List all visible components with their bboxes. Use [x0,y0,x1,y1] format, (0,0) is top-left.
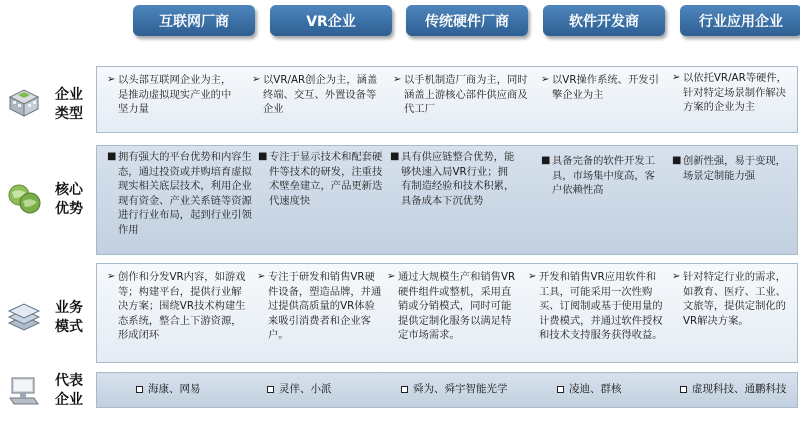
row-label-text: 代表 企业 [55,373,83,408]
cell-text: 海康、网易 [148,383,201,395]
cell-business-software [528,270,664,343]
square-bullet-icon: ■ [258,151,268,162]
row-label-text: 核心 优势 [55,182,83,217]
arrow-bullet-icon: ➢ [107,74,116,85]
globe-icon [6,180,42,216]
arrow-bullet-icon: ➢ [387,271,396,282]
cell-advantage-industry [672,154,792,183]
row-label-business [44,299,94,337]
cell-text: 创作和分发VR内容，如游戏等；构建平台，提供行业解决方案；围绕VR技术构建生态系统，整合上下游资源，形成闭环 [118,271,246,342]
cell-text: 具备完备的软件开发工具，市场集中度高，客户依赖性高 [552,155,655,197]
layers-icon [6,298,42,334]
cell-rep-internet [136,380,201,398]
cell-text: 以VR/AR创企为主，涵盖终端、交互、外置设备等企业 [263,74,378,116]
arrow-bullet-icon: ➢ [528,271,537,282]
checkbox-bullet-icon [267,386,274,393]
row-label-type [44,86,94,124]
arrow-bullet-icon: ➢ [672,72,681,83]
checkbox-bullet-icon [136,386,143,393]
cell-text: 灵伴、小派 [279,383,332,395]
checkbox-bullet-icon [680,386,687,393]
square-bullet-icon: ■ [107,151,117,162]
header-hardware: 传统硬件厂商 [406,5,528,36]
cell-text: 凌迪、群核 [569,383,622,395]
cell-business-vr [257,270,384,343]
building-icon [6,83,42,119]
arrow-bullet-icon: ➢ [107,271,116,282]
cell-text: 以依托VR/AR等硬件，针对特定场景制作解决方案的企业为主 [683,72,787,114]
cell-text: 创新性强，易于变现，场景定制能力强 [683,155,786,182]
cell-type-hardware [393,73,530,117]
square-bullet-icon: ■ [390,151,400,162]
cell-text: 拥有强大的平台优势和内容生态，通过投资或并购培育虚拟现实相关底层技术，利用企业现有资金、产业关系链等资源进行行业布局，起到行业引领作用 [118,151,252,236]
square-bullet-icon: ■ [672,155,682,166]
cell-advantage-software [541,154,661,198]
cell-business-hardware [387,270,517,343]
cell-advantage-vr [258,150,384,208]
row-label-text: 企业 类型 [55,87,83,122]
cell-text: 舜为、舜宇智能光学 [413,383,508,395]
arrow-bullet-icon: ➢ [252,74,261,85]
cell-text: 虚现科技、通鹏科技 [692,383,787,395]
cell-text: 以VR操作系统、开发引擎企业为主 [552,74,659,101]
row-label-text: 业务 模式 [55,300,83,335]
arrow-bullet-icon: ➢ [257,271,266,282]
cell-advantage-internet [107,150,252,238]
cell-text: 专注于显示技术和配套硬件等技术的研发，注重技术壁垒建立，产品更新迭代速度快 [269,151,383,207]
cell-text: 通过大规模生产和销售VR硬件组件或整机，采用直销或分销模式，同时可能提供定制化服务以满足特定市场需求。 [398,271,516,342]
cell-text: 开发和销售VR应用软件和工具，可能采用一次性购买、订阅制或基于使用量的计费模式，并通过软件授权和技术支持服务获得收益。 [539,271,663,342]
checkbox-bullet-icon [557,386,564,393]
cell-business-internet [107,270,247,343]
header-internet: 互联网厂商 [133,5,255,36]
header-software: 软件开发商 [543,5,665,36]
cell-text: 针对特定行业的需求，如教育、医疗、工业、文旅等，提供定制化的VR解决方案。 [683,271,786,327]
cell-rep-vr [267,380,332,398]
cell-rep-industry [680,380,787,398]
cell-text: 以手机制造厂商为主，同时涵盖上游核心部件供应商及代工厂 [404,74,528,116]
cell-rep-software [557,380,622,398]
cell-type-internet [107,73,239,117]
cell-business-industry [672,270,792,328]
row-label-representative [44,372,94,410]
cell-text: 专注于研发和销售VR硬件设备，塑造品牌，并通过提供高质量的VR体验来吸引消费者和企业客户。 [268,271,382,342]
cell-type-industry [672,71,792,115]
square-bullet-icon: ■ [541,155,551,166]
cell-type-vr [252,73,384,117]
header-vr: VR企业 [270,5,392,36]
arrow-bullet-icon: ➢ [541,74,550,85]
checkbox-bullet-icon [401,386,408,393]
cell-rep-hardware [401,380,508,398]
cell-text: 以头部互联网企业为主，是推动虚拟现实产业的中坚力量 [118,74,232,116]
row-label-advantage [44,181,94,219]
cell-type-software [541,73,661,102]
arrow-bullet-icon: ➢ [672,271,681,282]
arrow-bullet-icon: ➢ [393,74,402,85]
header-industry: 行业应用企业 [680,5,800,36]
cell-advantage-hardware [390,150,517,208]
computer-icon [6,374,42,410]
cell-text: 具有供应链整合优势，能够快速入局VR行业；拥有制造经验和技术积累，具备成本下沉优势 [401,151,515,207]
